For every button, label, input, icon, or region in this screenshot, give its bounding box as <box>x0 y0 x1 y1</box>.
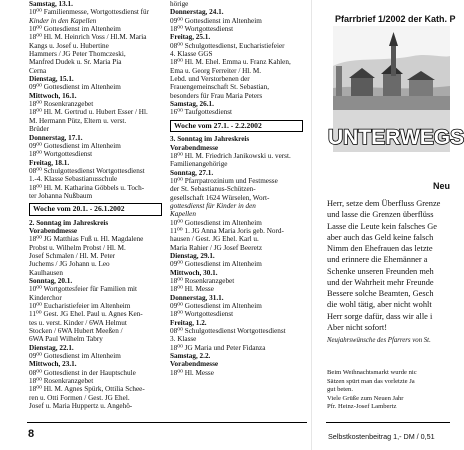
schedule-line: 18⁰⁰ Hl. M. Friedrich Janikowski u. verst. <box>170 151 291 160</box>
schedule-line: der St. Sebastianus-Schützen- <box>170 185 256 194</box>
week-header-27-jan-2-feb: Woche vom 27.1. - 2.2.2002 <box>170 120 303 132</box>
section-heading: 3. Sonntag im Jahreskreis <box>170 135 250 144</box>
section-heading: 2. Sonntag im Jahreskreis <box>29 218 109 227</box>
day-heading: Vorabendmesse <box>170 360 219 369</box>
day-heading: Donnerstag, 17.1. <box>29 133 83 142</box>
schedule-line: 18⁰⁰ Wortgottesdienst <box>29 150 93 159</box>
schedule-line: 18⁰⁰ Wortgottesdienst <box>170 25 234 34</box>
day-heading: Vorabendmesse <box>170 143 219 152</box>
schedule-line: Frauengemeinschaft St. Sebastian, <box>170 83 270 92</box>
day-heading: Samstag, 13.1. <box>29 0 73 8</box>
day-heading: Vorabendmesse <box>29 226 78 235</box>
bottom-rule-left <box>27 422 307 423</box>
prayer-line: Bessere solche Beamten, Gesch <box>327 289 434 298</box>
prayer-line: und der Wahrheit mehr Freunde <box>327 277 434 287</box>
schedule-line: 11⁰⁰ Gest. JG Ehel. Paul u. Agnes Ken- <box>29 310 143 319</box>
schedule-column-left <box>29 0 162 411</box>
schedule-line: Manfred Dudek u. Sr. Maria Pia <box>29 58 122 67</box>
day-heading: Donnerstag, 24.1. <box>170 8 224 17</box>
schedule-line: Probst u. Wilhelm Probst / Hl. M. <box>29 243 126 252</box>
pastor-note <box>327 369 450 412</box>
note-line: Viele Grüße zum Neuen Jahr <box>327 394 404 402</box>
bottom-rule-right <box>326 422 450 423</box>
schedule-line: Lebd. und Verstorbenen der <box>170 75 250 84</box>
schedule-line: Juchems / JG Johann u. Leo <box>29 260 110 269</box>
schedule-line: Brüder <box>29 125 49 134</box>
prayer-line: Nimm den Ehefrauen das letzte <box>327 244 433 253</box>
week-header-20-26-jan: Woche vom 20.1. - 26.1.2002 <box>29 203 162 215</box>
note-line: Sätzen spürt man das vorletzte Ja <box>327 377 415 385</box>
schedule-line: ter Johanna Nußbaum <box>29 191 93 200</box>
schedule-line: 18⁰⁰ Rosenkranzgebet <box>170 277 235 285</box>
schedule-line: 18⁰⁰ Rosenkranzgebet <box>29 100 94 109</box>
headline-unterwegs: UNTERWEGS <box>328 126 464 149</box>
prayer-line: Herr sorge dafür, dass wir alle i <box>327 311 433 321</box>
schedule-block-week-13-19 <box>29 0 162 200</box>
schedule-line: Familienangehörige <box>170 160 228 169</box>
prayer-line: Aber nicht sofort! <box>327 322 388 332</box>
day-heading: Dienstag, 15.1. <box>29 75 74 84</box>
prayer-lines <box>327 198 450 333</box>
schedule-line: 18⁰⁰ JG Matthias Fuß u. Hl. Magdalene <box>29 235 144 244</box>
note-line: Pfr. Heinz-Josef Lambertz <box>327 403 397 411</box>
prayer-line: Schenke unseren Freunden meh <box>327 266 434 276</box>
schedule-line: 18⁰⁰ Hl. M. Ehel. Emma u. Franz Kahlen, <box>170 58 291 67</box>
day-heading: Samstag, 2.2. <box>170 352 211 361</box>
schedule-line: Maria Rahier / JG Josef Beeretz <box>170 243 263 252</box>
schedule-line: 10⁰⁰ Pfarrpatrozinium und Festmesse <box>170 176 278 185</box>
day-heading: Mittwoch, 16.1. <box>29 91 77 100</box>
day-heading: Dienstag, 29.1. <box>170 251 215 260</box>
schedule-line: 18⁰⁰ Hl. M. Gertrud u. Hubert Esser / Hl. <box>29 108 148 117</box>
section-subheading: Neu <box>433 181 451 191</box>
prayer-line: aber auch das Geld keine falsch <box>327 232 434 242</box>
schedule-line: 11⁰⁰ 1. JG Anna Maria Joris geb. Nord- <box>170 226 284 235</box>
schedule-line: hausen / Gest. JG Ehel. Karl u. <box>170 235 259 244</box>
day-heading: Donnerstag, 31.1. <box>170 293 224 302</box>
day-heading: Mittwoch, 30.1. <box>170 268 218 277</box>
schedule-line: 18⁰⁰ Hl. M. Katharina Göbbels u. Toch- <box>29 183 145 192</box>
schedule-line: Kinderchor <box>29 293 62 302</box>
day-heading: Sonntag, 27.1. <box>170 168 214 177</box>
schedule-line: tes u. verst. Kinder / 6WA Helmut <box>29 318 127 327</box>
prayer-credit: Neujahrswünsche des Pfarrers von St. <box>327 337 431 344</box>
day-heading: Dienstag, 22.1. <box>29 343 74 352</box>
schedule-line: 10⁰⁰ Wortgottesfeier für Familien mit <box>29 285 138 294</box>
schedule-line: Kapellen <box>170 210 196 219</box>
schedule-line: 18⁰⁰ JG Maria und Peter Fidanza <box>170 343 266 352</box>
schedule-column-middle <box>170 0 303 377</box>
schedule-line: Josef u. Maria Huppertz u. Angehö- <box>29 402 133 411</box>
schedule-line: 10⁰⁰ Gottesdienst im Altenheim <box>29 25 121 34</box>
prayer-line: Herr, setze dem Überfluss Grenze <box>327 199 441 208</box>
schedule-line: Josef Schmalen / Hl. M. Peter <box>29 251 116 260</box>
schedule-line: 10⁰⁰ Gottesdienst im Altenheim <box>170 218 262 227</box>
schedule-line: gesellschaft 1624 Würselen, Wort- <box>170 193 270 202</box>
schedule-line: 18⁰⁰ Hl. Messe <box>170 285 214 294</box>
schedule-line: besonders für Frau Maria Peters <box>170 91 263 100</box>
schedule-line: Kaulhausen <box>29 268 63 277</box>
schedule-line: ren u. Otti Formen / Gest. JG Ehel. <box>29 393 130 402</box>
schedule-line: 09⁰⁰ Gottesdienst im Altenheim <box>29 352 121 361</box>
schedule-line: 18⁰⁰ Hl. Messe <box>170 368 214 377</box>
schedule-line: 1.-4. Klasse Sebastianusschule <box>29 175 118 184</box>
prayer-line: und lasse die Grenzen überflüss <box>327 210 434 220</box>
day-heading: Freitag, 1.2. <box>170 318 207 327</box>
prayer-line: die wohl tätig, aber nicht wohlt <box>327 300 432 310</box>
prayer-line: Lasse die Leute kein falsches Ge <box>327 221 437 231</box>
schedule-block-week-27-2 <box>170 135 303 377</box>
schedule-block-week-24-26 <box>170 0 303 117</box>
day-heading: Freitag, 25.1. <box>170 33 211 42</box>
schedule-line: 10⁰⁰ Eucharistiefeier im Altenheim <box>29 302 131 311</box>
day-heading: Samstag, 26.1. <box>170 100 214 109</box>
schedule-line: 6WA Paul Wilhelm Tabry <box>29 335 103 344</box>
schedule-line: 09⁰⁰ Gottesdienst im Altenheim <box>29 83 121 92</box>
day-heading: Freitag, 18.1. <box>29 158 70 167</box>
schedule-line: 08⁰⁰ Gottesdienst in der Hauptschule <box>29 368 136 377</box>
schedule-line: Kinder in den Kapellen <box>29 16 97 25</box>
day-heading: Sonntag, 20.1. <box>29 277 73 285</box>
page-number: 8 <box>28 428 35 440</box>
schedule-line: Ema u. Georg Ferreiter / Hl. M. <box>170 66 262 75</box>
schedule-line: 09⁰⁰ Gottesdienst im Altenheim <box>170 302 262 311</box>
note-line: Beim Weihnachtsmarkt wurde nic <box>327 369 417 376</box>
price-footer: Selbstkostenbeitrag 1,- DM / 0,51 <box>328 432 435 441</box>
schedule-line: 3. Klasse <box>170 335 197 344</box>
schedule-line: gottesdienst für Kinder in den <box>170 201 256 210</box>
schedule-line: Hammers / JG Peter Thomczeski, <box>29 50 126 59</box>
schedule-line: 18⁰⁰ Wortgottesdienst <box>170 310 234 319</box>
schedule-line: 09⁰⁰ Gottesdienst im Altenheim <box>170 260 262 269</box>
schedule-line: 18⁰⁰ Hl. M. Heinrich Voss / Hl.M. Maria <box>29 33 147 42</box>
page-fold <box>311 0 312 450</box>
newsletter-title: Pfarrbrief 1/2002 der Kath. P <box>335 14 456 24</box>
schedule-line: 16⁰⁰ Taufgottesdienst <box>170 108 233 117</box>
schedule-line: 18⁰⁰ Hl. M. Agnes Spürk, Ottilia Schee- <box>29 385 145 394</box>
schedule-line: Cerna <box>29 66 47 75</box>
schedule-line: Stocken / 6WA Hubert Meeßen / <box>29 327 123 336</box>
schedule-line: 10⁰⁰ Familienmesse, Wortgottesdienst für <box>29 8 150 17</box>
new-year-prayer <box>327 198 450 346</box>
prayer-line: und erinnere die Ehemänner a <box>327 255 428 265</box>
schedule-block-week-20-26 <box>29 219 162 411</box>
schedule-line: 18⁰⁰ Rosenkranzgebet <box>29 377 94 386</box>
schedule-line: Kangs u. Josef u. Hubertine <box>29 41 109 50</box>
schedule-line: 09⁰⁰ Gottesdienst im Altenheim <box>170 16 262 25</box>
schedule-line: M. Hermann Pütz, Eltern u. verst. <box>29 116 127 125</box>
note-line: gut beten. <box>327 386 354 394</box>
day-heading: Mittwoch, 23.1. <box>29 360 77 369</box>
schedule-line: 08⁰⁰ Schulgottesdienst Wortgottesdienst <box>170 327 286 336</box>
schedule-line: 08⁰⁰ Schulgottesdienst, Eucharistiefeier <box>170 41 285 50</box>
schedule-line: hörige <box>170 0 189 8</box>
schedule-line: 09⁰⁰ Gottesdienst im Altenheim <box>29 141 121 150</box>
schedule-line: 4. Klasse GGS <box>170 50 213 59</box>
schedule-line: 08⁰⁰ Schulgottesdienst Wortgottesdienst <box>29 166 145 175</box>
